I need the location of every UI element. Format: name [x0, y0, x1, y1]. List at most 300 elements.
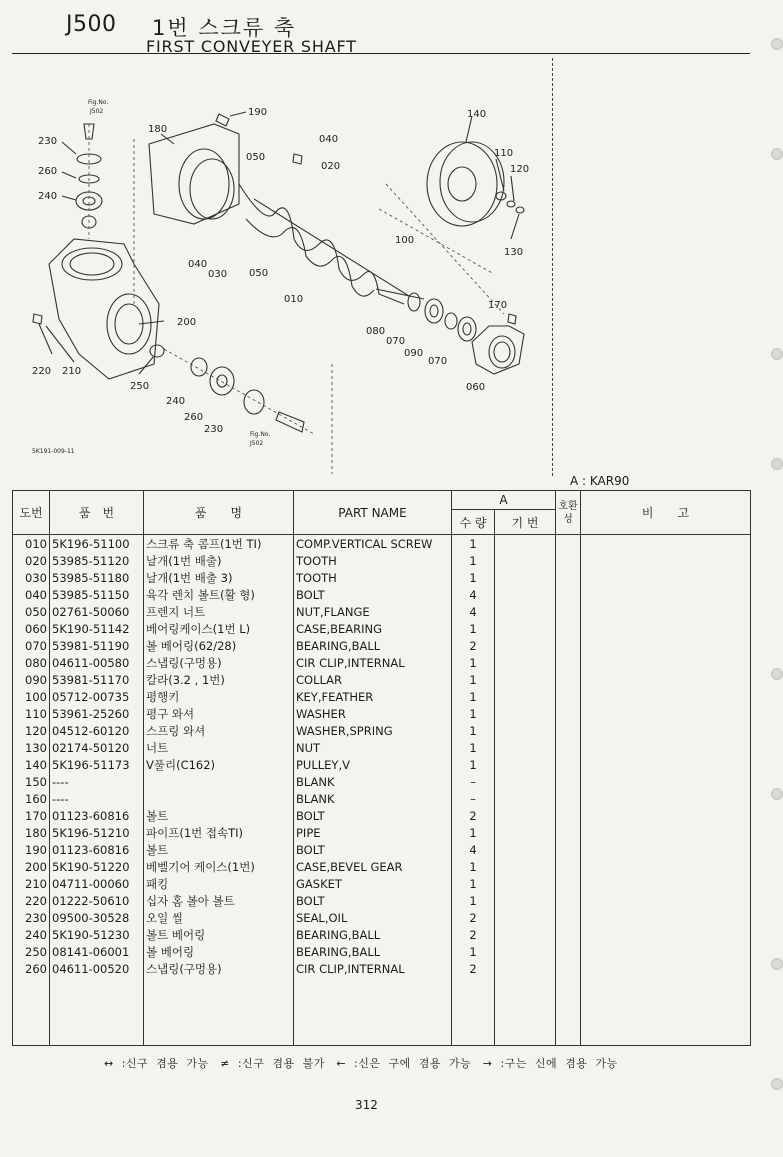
- table-row: [13, 909, 751, 926]
- exploded-parts-diagram: [14, 64, 554, 474]
- cell-interchange: [556, 535, 581, 553]
- bevel-gear-case-shape: [49, 239, 159, 379]
- cell-prefix: [495, 943, 556, 960]
- model-label: A : KAR90: [570, 474, 630, 488]
- cell-interchange: [556, 875, 581, 892]
- table-row: [13, 671, 751, 688]
- cell-name-ko: 스크류 축 콤프(1번 TI): [144, 535, 294, 553]
- cell-interchange: [556, 824, 581, 841]
- figure-id: 5K191-009-11: [32, 448, 75, 455]
- screw-flights-shape: [239, 184, 404, 304]
- cell-remarks: [581, 790, 751, 807]
- cell-interchange: [556, 705, 581, 722]
- cell-part-no: ----: [50, 790, 144, 807]
- cell-name-en: BEARING,BALL: [294, 943, 452, 960]
- cell-name-en: BLANK: [294, 790, 452, 807]
- cell-remarks: [581, 824, 751, 841]
- header-name-ko: 품 명: [144, 491, 294, 535]
- cell-name-en: CASE,BEARING: [294, 620, 452, 637]
- fig-ref-bottom-label: Fig.No.: [250, 431, 271, 438]
- cell-interchange: [556, 552, 581, 569]
- cell-part-no: ----: [50, 773, 144, 790]
- empty-cell: [495, 977, 556, 1046]
- header-qty: 수 량: [452, 510, 495, 535]
- cell-prefix: [495, 960, 556, 977]
- table-row: [13, 824, 751, 841]
- cell-ref: 060: [13, 620, 50, 637]
- parts-table: [12, 490, 751, 1046]
- cell-qty: 2: [452, 909, 495, 926]
- callout-060: 060: [466, 382, 486, 393]
- cell-qty: 1: [452, 688, 495, 705]
- cell-remarks: [581, 739, 751, 756]
- cell-prefix: [495, 603, 556, 620]
- cell-qty: 1: [452, 552, 495, 569]
- cell-name-ko: 칼라(3.2 , 1번): [144, 671, 294, 688]
- cell-qty: 1: [452, 535, 495, 553]
- table-row: [13, 569, 751, 586]
- cell-remarks: [581, 858, 751, 875]
- cell-part-no: 08141-06001: [50, 943, 144, 960]
- cell-qty: 1: [452, 739, 495, 756]
- cell-qty: 1: [452, 943, 495, 960]
- cell-part-no: 04611-00580: [50, 654, 144, 671]
- cell-part-no: 53961-25260: [50, 705, 144, 722]
- cell-prefix: [495, 586, 556, 603]
- cell-prefix: [495, 756, 556, 773]
- cell-interchange: [556, 858, 581, 875]
- pipe-flange-shape: [149, 124, 239, 224]
- cell-interchange: [556, 943, 581, 960]
- bearing-070-shape: [425, 299, 443, 323]
- cell-ref: 110: [13, 705, 50, 722]
- empty-cell: [13, 977, 50, 1046]
- callout-190: 190: [248, 107, 268, 118]
- cell-ref: 080: [13, 654, 50, 671]
- cell-qty: 1: [452, 569, 495, 586]
- cell-remarks: [581, 960, 751, 977]
- cell-qty: 4: [452, 841, 495, 858]
- callout-240: 240: [38, 191, 58, 202]
- cell-part-no: 01222-50610: [50, 892, 144, 909]
- cell-name-ko: 패킹: [144, 875, 294, 892]
- cell-remarks: [581, 756, 751, 773]
- cell-name-en: BOLT: [294, 841, 452, 858]
- cell-prefix: [495, 790, 556, 807]
- cell-name-en: BOLT: [294, 586, 452, 603]
- fig-ref-bottom-number: J502: [250, 440, 264, 447]
- cell-remarks: [581, 620, 751, 637]
- callout-170: 170: [488, 300, 508, 311]
- cell-name-ko: 날개(1번 배출 3): [144, 569, 294, 586]
- cell-prefix: [495, 535, 556, 553]
- table-row: [13, 943, 751, 960]
- cell-name-en: CIR CLIP,INTERNAL: [294, 654, 452, 671]
- cell-interchange: [556, 909, 581, 926]
- table-row: [13, 586, 751, 603]
- cell-remarks: [581, 943, 751, 960]
- callout-230: 230: [38, 136, 58, 147]
- cell-name-ko: 스냅링(구멍용): [144, 654, 294, 671]
- table-row: [13, 875, 751, 892]
- cell-qty: 2: [452, 960, 495, 977]
- cell-name-ko: 볼트 베어링: [144, 926, 294, 943]
- cell-ref: 250: [13, 943, 50, 960]
- ball-bearing-shape: [76, 192, 102, 210]
- cell-name-ko: 평구 와셔: [144, 705, 294, 722]
- cell-interchange: [556, 807, 581, 824]
- table-row: [13, 637, 751, 654]
- cell-prefix: [495, 926, 556, 943]
- cell-qty: 1: [452, 620, 495, 637]
- cell-interchange: [556, 892, 581, 909]
- callout-110: 110: [494, 148, 514, 159]
- callout-120: 120: [510, 164, 530, 175]
- cell-name-en: CIR CLIP,INTERNAL: [294, 960, 452, 977]
- cell-name-en: TOOTH: [294, 569, 452, 586]
- cell-qty: 1: [452, 892, 495, 909]
- header-interchange: 호환성: [556, 491, 581, 535]
- cell-name-ko: 베어링케이스(1번 L): [144, 620, 294, 637]
- empty-cell: [556, 977, 581, 1046]
- cell-remarks: [581, 671, 751, 688]
- callout-250: 250: [130, 381, 150, 392]
- cell-name-ko: 스프링 와셔: [144, 722, 294, 739]
- cell-ref: 030: [13, 569, 50, 586]
- cell-name-ko: 평행키: [144, 688, 294, 705]
- callout-210: 210: [62, 366, 82, 377]
- cell-part-no: 05712-00735: [50, 688, 144, 705]
- header-name-en: PART NAME: [294, 491, 452, 535]
- cell-interchange: [556, 671, 581, 688]
- callout-230b: 230: [204, 424, 224, 435]
- cell-remarks: [581, 875, 751, 892]
- callout-070b: 070: [428, 356, 448, 367]
- cell-name-ko: 파이프(1번 접속TI): [144, 824, 294, 841]
- cell-qty: 1: [452, 824, 495, 841]
- table-row: [13, 552, 751, 569]
- cell-remarks: [581, 637, 751, 654]
- cell-part-no: 01123-60816: [50, 807, 144, 824]
- callout-010: 010: [284, 294, 304, 305]
- empty-cell: [294, 977, 452, 1046]
- empty-cell: [144, 977, 294, 1046]
- cell-qty: 4: [452, 586, 495, 603]
- empty-cell: [452, 977, 495, 1046]
- cell-name-en: BEARING,BALL: [294, 926, 452, 943]
- table-row: [13, 688, 751, 705]
- table-row: [13, 603, 751, 620]
- cell-qty: 2: [452, 926, 495, 943]
- binder-hole: [771, 958, 783, 970]
- callout-080: 080: [366, 326, 386, 337]
- empty-cell: [50, 977, 144, 1046]
- page-title-english: FIRST CONVEYER SHAFT: [146, 37, 357, 56]
- cell-remarks: [581, 773, 751, 790]
- cell-part-no: 53981-51190: [50, 637, 144, 654]
- callout-180: 180: [148, 124, 168, 135]
- cell-interchange: [556, 688, 581, 705]
- cell-name-ko: 스냅링(구멍용): [144, 960, 294, 977]
- cell-part-no: 5K190-51230: [50, 926, 144, 943]
- cell-name-ko: 프렌지 너트: [144, 603, 294, 620]
- cell-name-ko: V풀리(C162): [144, 756, 294, 773]
- cell-remarks: [581, 705, 751, 722]
- cell-ref: 100: [13, 688, 50, 705]
- cell-name-ko: 베벨기어 케이스(1번): [144, 858, 294, 875]
- fig-ref-top-number: J502: [90, 108, 104, 115]
- cell-name-en: BOLT: [294, 892, 452, 909]
- callout-100: 100: [395, 235, 415, 246]
- cell-name-en: BLANK: [294, 773, 452, 790]
- cell-name-ko: 볼트: [144, 841, 294, 858]
- table-row: [13, 654, 751, 671]
- cell-name-ko: 볼 베어링(62/28): [144, 637, 294, 654]
- cell-name-ko: 십자 홈 볼아 볼트: [144, 892, 294, 909]
- cell-name-en: NUT,FLANGE: [294, 603, 452, 620]
- cell-ref: 230: [13, 909, 50, 926]
- cell-part-no: 09500-30528: [50, 909, 144, 926]
- cell-ref: 150: [13, 773, 50, 790]
- callout-140: 140: [467, 109, 487, 120]
- cell-prefix: [495, 722, 556, 739]
- cell-qty: 1: [452, 654, 495, 671]
- cell-remarks: [581, 909, 751, 926]
- cell-interchange: [556, 620, 581, 637]
- cell-part-no: 5K196-51173: [50, 756, 144, 773]
- cell-prefix: [495, 841, 556, 858]
- cell-ref: 120: [13, 722, 50, 739]
- cell-part-no: 53981-51170: [50, 671, 144, 688]
- cell-interchange: [556, 739, 581, 756]
- cell-remarks: [581, 722, 751, 739]
- cell-name-ko: [144, 773, 294, 790]
- cell-part-no: 02174-50120: [50, 739, 144, 756]
- header-group-a: A: [452, 491, 556, 510]
- cell-remarks: [581, 569, 751, 586]
- cell-prefix: [495, 909, 556, 926]
- cell-remarks: [581, 552, 751, 569]
- callout-070: 070: [386, 336, 406, 347]
- table-row: [13, 773, 751, 790]
- cell-interchange: [556, 790, 581, 807]
- cell-name-en: TOOTH: [294, 552, 452, 569]
- cell-part-no: 53985-51120: [50, 552, 144, 569]
- cell-remarks: [581, 603, 751, 620]
- cell-prefix: [495, 875, 556, 892]
- cell-qty: 2: [452, 637, 495, 654]
- table-row: [13, 790, 751, 807]
- cell-ref: 210: [13, 875, 50, 892]
- cell-remarks: [581, 926, 751, 943]
- cell-ref: 130: [13, 739, 50, 756]
- cell-qty: 2: [452, 807, 495, 824]
- cell-name-ko: 볼 베어링: [144, 943, 294, 960]
- cell-part-no: 04512-60120: [50, 722, 144, 739]
- table-row: [13, 807, 751, 824]
- interchange-legend: ↔ :신구 겸용 가능 ≠ :신구 겸용 불가 ← :신은 구에 겸용 가능 → :구는 신에 겸용 가능: [104, 1057, 618, 1070]
- cell-ref: 260: [13, 960, 50, 977]
- binder-hole: [771, 1078, 783, 1090]
- cell-prefix: [495, 705, 556, 722]
- cell-qty: 1: [452, 858, 495, 875]
- cell-remarks: [581, 841, 751, 858]
- cell-name-ko: [144, 790, 294, 807]
- callout-200: 200: [177, 317, 197, 328]
- cell-qty: 1: [452, 756, 495, 773]
- cell-ref: 050: [13, 603, 50, 620]
- cell-part-no: 04611-00520: [50, 960, 144, 977]
- page-title-korean: 1번 스크류 축: [152, 16, 297, 40]
- header-prefix: 기 번: [495, 510, 556, 535]
- callout-030: 030: [208, 269, 228, 280]
- callout-040: 040: [319, 134, 339, 145]
- cell-part-no: 53985-51180: [50, 569, 144, 586]
- cell-part-no: 53985-51150: [50, 586, 144, 603]
- cell-ref: 240: [13, 926, 50, 943]
- fig-ref-top-label: Fig.No.: [88, 99, 109, 106]
- cell-part-no: 02761-50060: [50, 603, 144, 620]
- table-row: [13, 960, 751, 977]
- table-row: [13, 841, 751, 858]
- cell-name-ko: 너트: [144, 739, 294, 756]
- cell-prefix: [495, 773, 556, 790]
- cell-qty: 1: [452, 875, 495, 892]
- cell-qty: 1: [452, 671, 495, 688]
- cell-ref: 090: [13, 671, 50, 688]
- cell-interchange: [556, 722, 581, 739]
- cell-name-en: NUT: [294, 739, 452, 756]
- cell-name-en: SEAL,OIL: [294, 909, 452, 926]
- cell-ref: 040: [13, 586, 50, 603]
- cell-interchange: [556, 773, 581, 790]
- cell-prefix: [495, 824, 556, 841]
- cell-ref: 220: [13, 892, 50, 909]
- cell-prefix: [495, 620, 556, 637]
- cell-prefix: [495, 688, 556, 705]
- callout-260: 260: [38, 166, 58, 177]
- empty-cell: [581, 977, 751, 1046]
- cell-name-ko: 오일 씰: [144, 909, 294, 926]
- cell-remarks: [581, 892, 751, 909]
- section-code: J500: [66, 12, 117, 37]
- cell-part-no: 5K190-51142: [50, 620, 144, 637]
- cell-name-en: KEY,FEATHER: [294, 688, 452, 705]
- cell-prefix: [495, 807, 556, 824]
- table-row: [13, 739, 751, 756]
- table-empty-space: [13, 977, 751, 1046]
- cell-ref: 020: [13, 552, 50, 569]
- cell-prefix: [495, 654, 556, 671]
- binder-hole: [771, 148, 783, 160]
- cell-part-no: 5K190-51220: [50, 858, 144, 875]
- cell-interchange: [556, 960, 581, 977]
- cell-prefix: [495, 671, 556, 688]
- cell-remarks: [581, 807, 751, 824]
- callout-260b: 260: [184, 412, 204, 423]
- table-row: [13, 535, 751, 553]
- cell-ref: 010: [13, 535, 50, 553]
- cell-ref: 180: [13, 824, 50, 841]
- v-pulley-shape: [427, 142, 497, 226]
- binder-hole: [771, 458, 783, 470]
- cell-qty: 1: [452, 705, 495, 722]
- cell-name-en: WASHER,SPRING: [294, 722, 452, 739]
- binder-hole: [771, 348, 783, 360]
- cell-ref: 160: [13, 790, 50, 807]
- cell-name-ko: 육각 렌치 볼트(활 형): [144, 586, 294, 603]
- cell-name-ko: 날개(1번 배출): [144, 552, 294, 569]
- callout-220: 220: [32, 366, 52, 377]
- cell-ref: 190: [13, 841, 50, 858]
- cell-interchange: [556, 756, 581, 773]
- cell-interchange: [556, 654, 581, 671]
- cell-ref: 170: [13, 807, 50, 824]
- parts-table-body: [13, 535, 751, 1046]
- cell-name-en: BEARING,BALL: [294, 637, 452, 654]
- cell-part-no: 5K196-51100: [50, 535, 144, 553]
- table-row: [13, 620, 751, 637]
- cell-name-en: CASE,BEVEL GEAR: [294, 858, 452, 875]
- cell-remarks: [581, 586, 751, 603]
- page-number: 312: [355, 1098, 378, 1112]
- callout-050b: 050: [249, 268, 269, 279]
- cell-prefix: [495, 892, 556, 909]
- cell-name-en: PIPE: [294, 824, 452, 841]
- cell-remarks: [581, 688, 751, 705]
- cell-name-en: GASKET: [294, 875, 452, 892]
- binder-hole: [771, 38, 783, 50]
- header-remarks: 비 고: [581, 491, 751, 535]
- cell-part-no: 5K196-51210: [50, 824, 144, 841]
- table-row: [13, 756, 751, 773]
- cell-interchange: [556, 637, 581, 654]
- table-row: [13, 705, 751, 722]
- cell-remarks: [581, 535, 751, 553]
- cell-prefix: [495, 637, 556, 654]
- cell-name-ko: 볼트: [144, 807, 294, 824]
- cell-part-no: 04711-00060: [50, 875, 144, 892]
- cell-prefix: [495, 552, 556, 569]
- binder-hole: [771, 668, 783, 680]
- callout-050: 050: [246, 152, 266, 163]
- cell-name-en: BOLT: [294, 807, 452, 824]
- header-rule: [12, 53, 750, 54]
- cell-name-en: COLLAR: [294, 671, 452, 688]
- table-row: [13, 926, 751, 943]
- cell-qty: –: [452, 773, 495, 790]
- cell-qty: 4: [452, 603, 495, 620]
- header-part-no: 품 번: [50, 491, 144, 535]
- cell-prefix: [495, 569, 556, 586]
- cell-qty: 1: [452, 722, 495, 739]
- callout-090: 090: [404, 348, 424, 359]
- cell-name-en: COMP.VERTICAL SCREW: [294, 535, 452, 553]
- callout-130: 130: [504, 247, 524, 258]
- callout-020: 020: [321, 161, 341, 172]
- cell-prefix: [495, 858, 556, 875]
- cell-ref: 070: [13, 637, 50, 654]
- cell-interchange: [556, 603, 581, 620]
- cell-interchange: [556, 841, 581, 858]
- table-row: [13, 892, 751, 909]
- table-row: [13, 722, 751, 739]
- cell-prefix: [495, 739, 556, 756]
- cell-qty: –: [452, 790, 495, 807]
- cell-part-no: 01123-60816: [50, 841, 144, 858]
- cell-ref: 200: [13, 858, 50, 875]
- binder-hole: [771, 788, 783, 800]
